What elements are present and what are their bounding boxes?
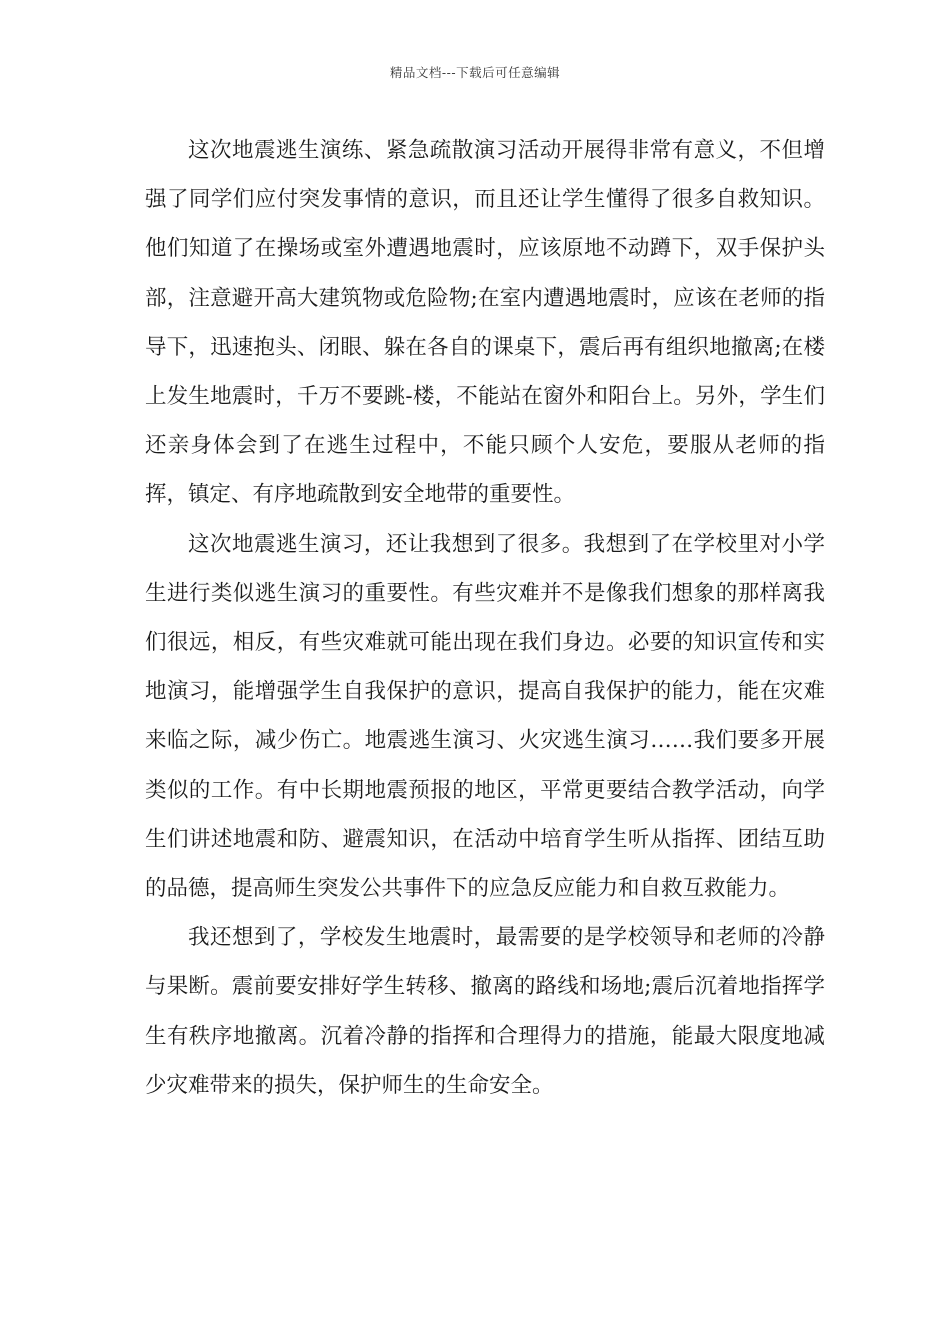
document-body [145, 126, 825, 1110]
paragraph: 这次地震逃生演练、紧急疏散演习活动开展得非常有意义，不但增强了同学们应付突发事情的意识，而且还让学生懂得了很多自救知识。他们知道了在操场或室外遭遇地震时，应该原地不动蹲下，双手保护头部，注意避开高大建筑物或危险物;在室内遭遇地震时，应该在老师的指导下，迅速抱头、闭眼、躲在各自的课桌下，震后再有组织地撤离;在楼上发生地震时，千万不要跳-楼，不能站在窗外和阳台上。另外，学生们还亲身体会到了在逃生过程中，不能只顾个人安危，要服从老师的指挥，镇定、有序地疏散到安全地带的重要性。 [145, 138, 825, 508]
page-header: 精品文档---下载后可任意编辑 [389, 65, 561, 80]
paragraph: 这次地震逃生演习，还让我想到了很多。我想到了在学校里对小学生进行类似逃生演习的重要性。有些灾难并不是像我们想象的那样离我们很远，相反，有些灾难就可能出现在我们身边。必要的知识宣传和实地演习，能增强学生自我保护的意识，提高自我保护的能力，能在灾难来临之际，减少伤亡。地震逃生演习、火灾逃生演习……我们要多开展类似的工作。有中长期地震预报的地区，平常更要结合教学活动，向学生们讲述地震和防、避震知识，在活动中培育学生听从指挥、团结互助的品德，提高师生突发公共事件下的应急反应能力和自救互救能力。 [145, 531, 825, 902]
paragraph: 我还想到了，学校发生地震时，最需要的是学校领导和老师的冷静与果断。震前要安排好学生转移、撤离的路线和场地;震后沉着地指挥学生有秩序地撤离。沉着冷静的指挥和合理得力的措施，能最大限度地减少灾难带来的损失，保护师生的生命安全。 [145, 925, 825, 1098]
